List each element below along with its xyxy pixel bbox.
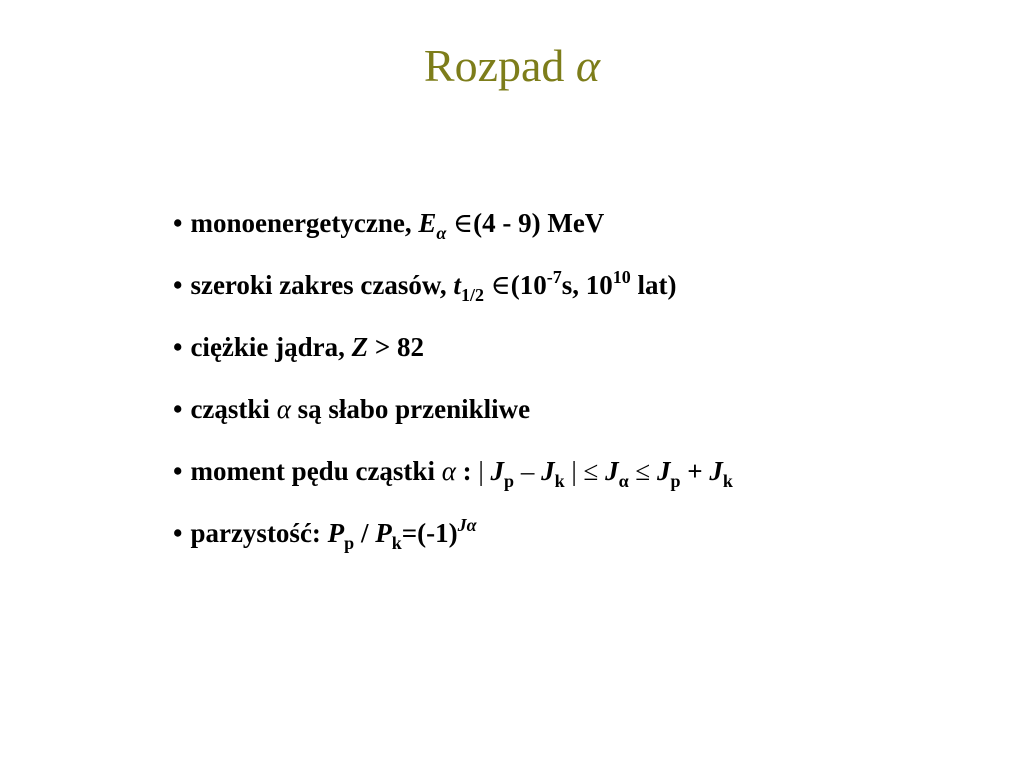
leq-symbol: ≤ [583, 456, 599, 486]
bullet-heavy-nuclei [173, 327, 733, 367]
bullet-dot: • [173, 518, 183, 548]
j-final-subscript: k [554, 471, 565, 491]
j-alpha: J [605, 456, 619, 486]
j-initial: J [490, 456, 505, 486]
bullet-time-range [173, 265, 733, 305]
plus-sign: + [687, 456, 703, 486]
alpha-symbol: α [276, 394, 291, 424]
colon: : [462, 456, 472, 486]
time-range-mid: s, 10 [561, 270, 613, 300]
parity-final-subscript: k [391, 533, 402, 553]
j-initial-subscript: p [670, 471, 681, 491]
atomic-number-variable: Z [351, 332, 369, 362]
j-final: J [709, 456, 723, 486]
bullet-label: szeroki zakres czasów, [190, 270, 447, 300]
energy-range: (4 - 9) MeV [473, 208, 605, 238]
bullet-angular-momentum [173, 451, 733, 491]
bullet-monoenergetic [173, 203, 733, 243]
bullet-label: moment pędu cząstki [190, 456, 435, 486]
j-final: J [541, 456, 555, 486]
j-initial-subscript: p [504, 471, 515, 491]
time-range-open: (10 [510, 270, 547, 300]
halflife-variable: t [453, 270, 461, 300]
energy-variable: E [418, 208, 437, 238]
halflife-subscript: 1/2 [460, 285, 484, 305]
exponent-10: 10 [612, 267, 631, 287]
title-alpha-symbol: α [575, 40, 601, 91]
slash: / [360, 518, 369, 548]
j-alpha-subscript: α [618, 471, 629, 491]
bullet-penetration [173, 389, 733, 429]
energy-subscript: α [436, 223, 447, 243]
abs-bar-open: | [478, 456, 484, 486]
parity-equals: =(-1) [401, 518, 458, 548]
element-of-symbol: ∈ [453, 208, 474, 238]
bullet-parity [173, 513, 733, 553]
leq-symbol: ≤ [635, 456, 651, 486]
bullet-label: ciężkie jądra, [190, 332, 345, 362]
greater-than-symbol: > [374, 332, 391, 362]
minus-sign: – [520, 456, 535, 486]
bullet-dot: • [173, 208, 183, 238]
bullet-list [173, 203, 733, 575]
bullet-dot: • [173, 456, 183, 486]
j-final-subscript: k [722, 471, 733, 491]
parity-initial: P [327, 518, 345, 548]
slide-title [0, 38, 1024, 94]
exponent-minus-7: -7 [546, 267, 562, 287]
title-text: Rozpad [423, 40, 565, 91]
j-initial: J [656, 456, 671, 486]
bullet-label-before: cząstki [190, 394, 270, 424]
bullet-dot: • [173, 332, 183, 362]
time-range-close: lat) [630, 270, 677, 300]
parity-exponent: Jα [457, 515, 477, 535]
element-of-symbol: ∈ [490, 270, 511, 300]
atomic-number-value: 82 [397, 332, 425, 362]
bullet-label-after: są słabo przenikliwe [297, 394, 531, 424]
bullet-label: parzystość: [190, 518, 321, 548]
bullet-label: monoenergetyczne, [190, 208, 412, 238]
parity-initial-subscript: p [344, 533, 355, 553]
abs-bar-close: | [571, 456, 577, 486]
parity-final: P [375, 518, 392, 548]
bullet-dot: • [173, 394, 183, 424]
bullet-dot: • [173, 270, 183, 300]
alpha-symbol: α [441, 456, 456, 486]
